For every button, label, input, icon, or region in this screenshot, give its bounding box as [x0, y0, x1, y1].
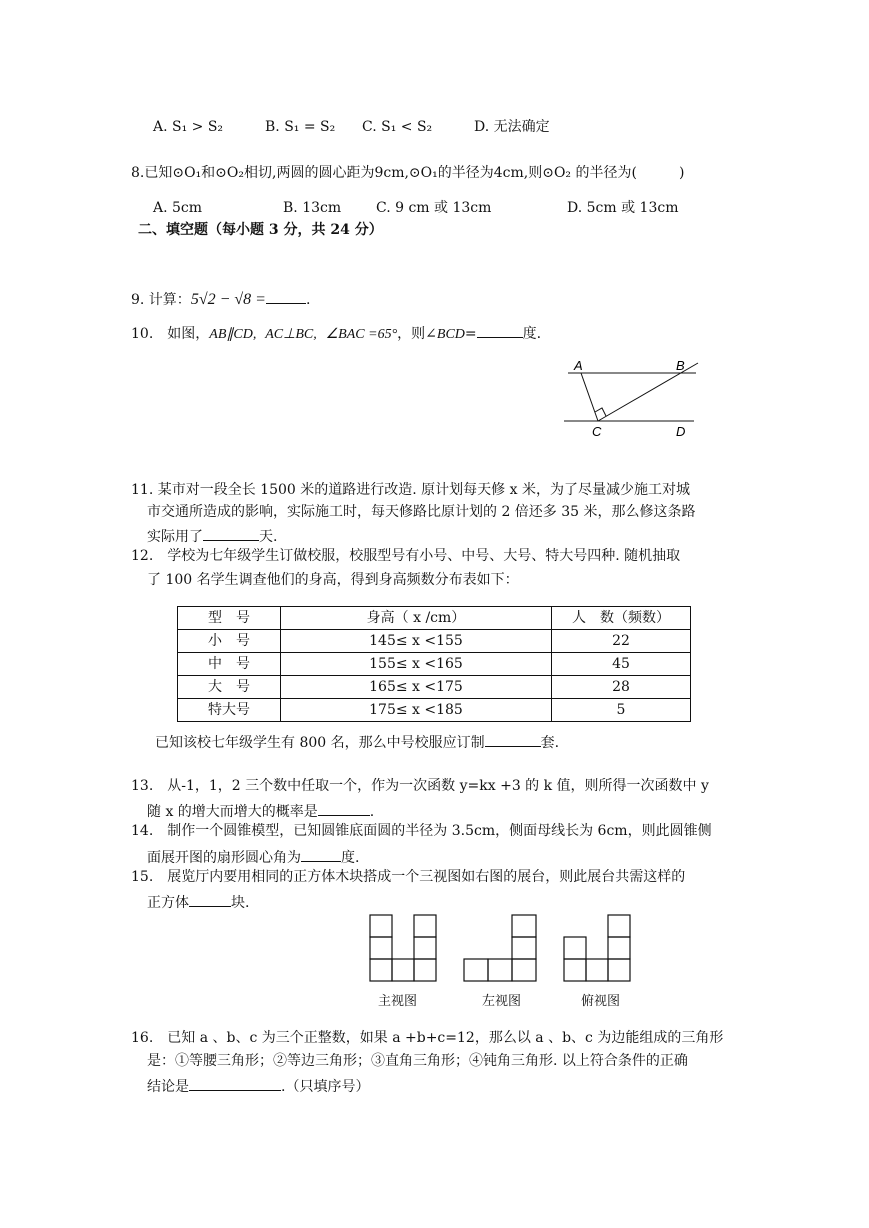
q8-stem: 8.已知⊙O₁和⊙O₂相切,两圆的圆心距为9cm,⊙O₁的半径为4cm,则⊙O₂ 的半径为( )	[131, 165, 685, 181]
table-cell: 155≤ x <165	[281, 653, 552, 676]
height-frequency-table	[177, 606, 691, 722]
q15-line2-pre: 正方体	[147, 895, 189, 911]
front-view	[370, 915, 436, 981]
q7-option-a: A. S₁ > S₂	[153, 119, 224, 135]
q11-line1: 11. 某市对一段全长 1500 米的道路进行改造. 原计划每天修 x 米，为了尽量减少施工对城	[131, 482, 690, 498]
label-a: A	[574, 358, 583, 373]
q14-line2-pre: 面展开图的扇形圆心角为	[147, 850, 301, 866]
q12-answer-blank[interactable]	[485, 730, 541, 747]
q15-line1: 15. 展览厅内要用相同的正方体木块搭成一个三视图如右图的展台，则此展台共需这样的	[131, 869, 686, 885]
q15-answer-blank[interactable]	[189, 890, 231, 907]
table-row	[178, 653, 691, 676]
q14-line2-post: 度.	[341, 850, 360, 866]
q11-line2: 市交通所造成的影响，实际施工时，每天修路比原计划的 2 倍还多 35 米，那么修这条路	[147, 504, 696, 520]
section-heading: 二、填空题（每小题 3 分，共 24 分）	[138, 222, 383, 238]
q9-answer-blank[interactable]	[266, 287, 306, 304]
q10	[131, 321, 541, 345]
q11-line3-post: 天.	[259, 529, 278, 545]
q7-option-d: D. 无法确定	[474, 119, 550, 135]
table-cell: 大 号	[178, 676, 281, 699]
label-c: C	[592, 424, 602, 439]
table-cell: 5	[552, 699, 691, 722]
table-cell: 22	[552, 630, 691, 653]
left-view	[464, 915, 536, 981]
q10-angle-name: BCD	[436, 327, 465, 342]
q10-diagram	[560, 355, 710, 440]
q12-after-post: 套.	[540, 735, 560, 751]
q10-mid: ，则∠	[397, 326, 437, 342]
caption-left-view: 左视图	[482, 993, 522, 1008]
q11-answer-blank[interactable]	[203, 524, 259, 541]
table-row	[178, 630, 691, 653]
q9-suffix: .	[305, 292, 311, 308]
q16-line1: 16. 已知 a 、b、c 为三个正整数，如果 a +b+c=12，那么以 a 、b、c 为边能组成的三角形	[131, 1030, 724, 1046]
table-cell: 特大号	[178, 699, 281, 722]
table-header: 型 号	[178, 607, 281, 630]
q13-answer-blank[interactable]	[318, 799, 370, 816]
q15-line2-post: 块.	[231, 895, 250, 911]
q12-after-pre: 已知该校七年级学生有 800 名，那么中号校服应订制	[155, 735, 485, 751]
q13-line2-post: .	[369, 804, 375, 820]
q10-suffix: 度.	[522, 326, 542, 342]
q10-prefix: 10. 如图，	[131, 326, 210, 342]
table-cell: 175≤ x <185	[281, 699, 552, 722]
q8-option-c: C. 9 cm 或 13cm	[376, 200, 492, 216]
q13-line1: 13. 从-1，1，2 三个数中任取一个，作为一次函数 y=kx +3 的 k 值，则所得一次函数中 y	[131, 778, 709, 794]
q10-condition-perpendicular: AC⊥BC,	[265, 327, 317, 342]
q8-option-a: A. 5cm	[153, 200, 203, 216]
q8-option-d: D. 5cm 或 13cm	[567, 200, 679, 216]
q16-line3	[147, 1074, 369, 1097]
table-cell: 小 号	[178, 630, 281, 653]
q13-line2	[147, 799, 374, 822]
q14-line2	[147, 845, 359, 868]
q11-line3	[147, 524, 277, 547]
q10-eq: =	[464, 326, 477, 342]
q7-option-b: B. S₁ = S₂	[265, 119, 336, 135]
q9-expression: 5√2 − √8 =	[190, 291, 266, 308]
q10-condition-angle: ∠BAC =65°	[325, 327, 398, 342]
q10-answer-blank[interactable]	[477, 321, 523, 338]
table-header-row	[178, 607, 691, 630]
q15-line2	[147, 890, 249, 913]
q12-line1: 12. 学校为七年级学生订做校服，校服型号有小号、中号、大号、特大号四种. 随机抽取	[131, 548, 681, 564]
table-cell: 145≤ x <155	[281, 630, 552, 653]
q10-condition-parallel: AB∥CD,	[209, 327, 257, 342]
table-header: 身高（ x /cm）	[281, 607, 552, 630]
caption-front-view: 主视图	[378, 993, 418, 1008]
q16-line2: 是：①等腰三角形；②等边三角形；③直角三角形；④钝角三角形. 以上符合条件的正确	[147, 1053, 688, 1069]
caption-top-view: 俯视图	[581, 993, 621, 1008]
table-row	[178, 676, 691, 699]
q7-option-c: C. S₁ < S₂	[362, 119, 433, 135]
three-view-figure	[360, 912, 650, 984]
q9-prefix: 9. 计算：	[131, 292, 191, 308]
q12-line2: 了 100 名学生调查他们的身高，得到身高频数分布表如下：	[147, 572, 519, 588]
q16-line3-pre: 结论是	[147, 1079, 189, 1095]
label-d: D	[676, 424, 686, 439]
table-cell: 中 号	[178, 653, 281, 676]
q16-line3-post: .（只填序号）	[281, 1079, 370, 1095]
table-cell: 165≤ x <175	[281, 676, 552, 699]
table-cell: 28	[552, 676, 691, 699]
top-view	[564, 915, 630, 981]
table-header: 人 数（频数）	[552, 607, 691, 630]
q16-answer-blank[interactable]	[189, 1074, 281, 1091]
q11-line3-pre: 实际用了	[147, 529, 203, 545]
q8-option-b: B. 13cm	[283, 200, 342, 216]
q12-after	[155, 730, 559, 753]
segment-ac	[581, 373, 598, 421]
q13-line2-pre: 随 x 的增大而增大的概率是	[147, 804, 318, 820]
q14-line1: 14. 制作一个圆锥模型，已知圆锥底面圆的半径为 3.5cm，侧面母线长为 6cm，则此圆锥侧	[131, 823, 712, 839]
q14-answer-blank[interactable]	[301, 845, 341, 862]
q9	[131, 287, 310, 310]
label-b: B	[676, 358, 685, 373]
table-row	[178, 699, 691, 722]
table-cell: 45	[552, 653, 691, 676]
right-angle-mark	[595, 408, 606, 416]
